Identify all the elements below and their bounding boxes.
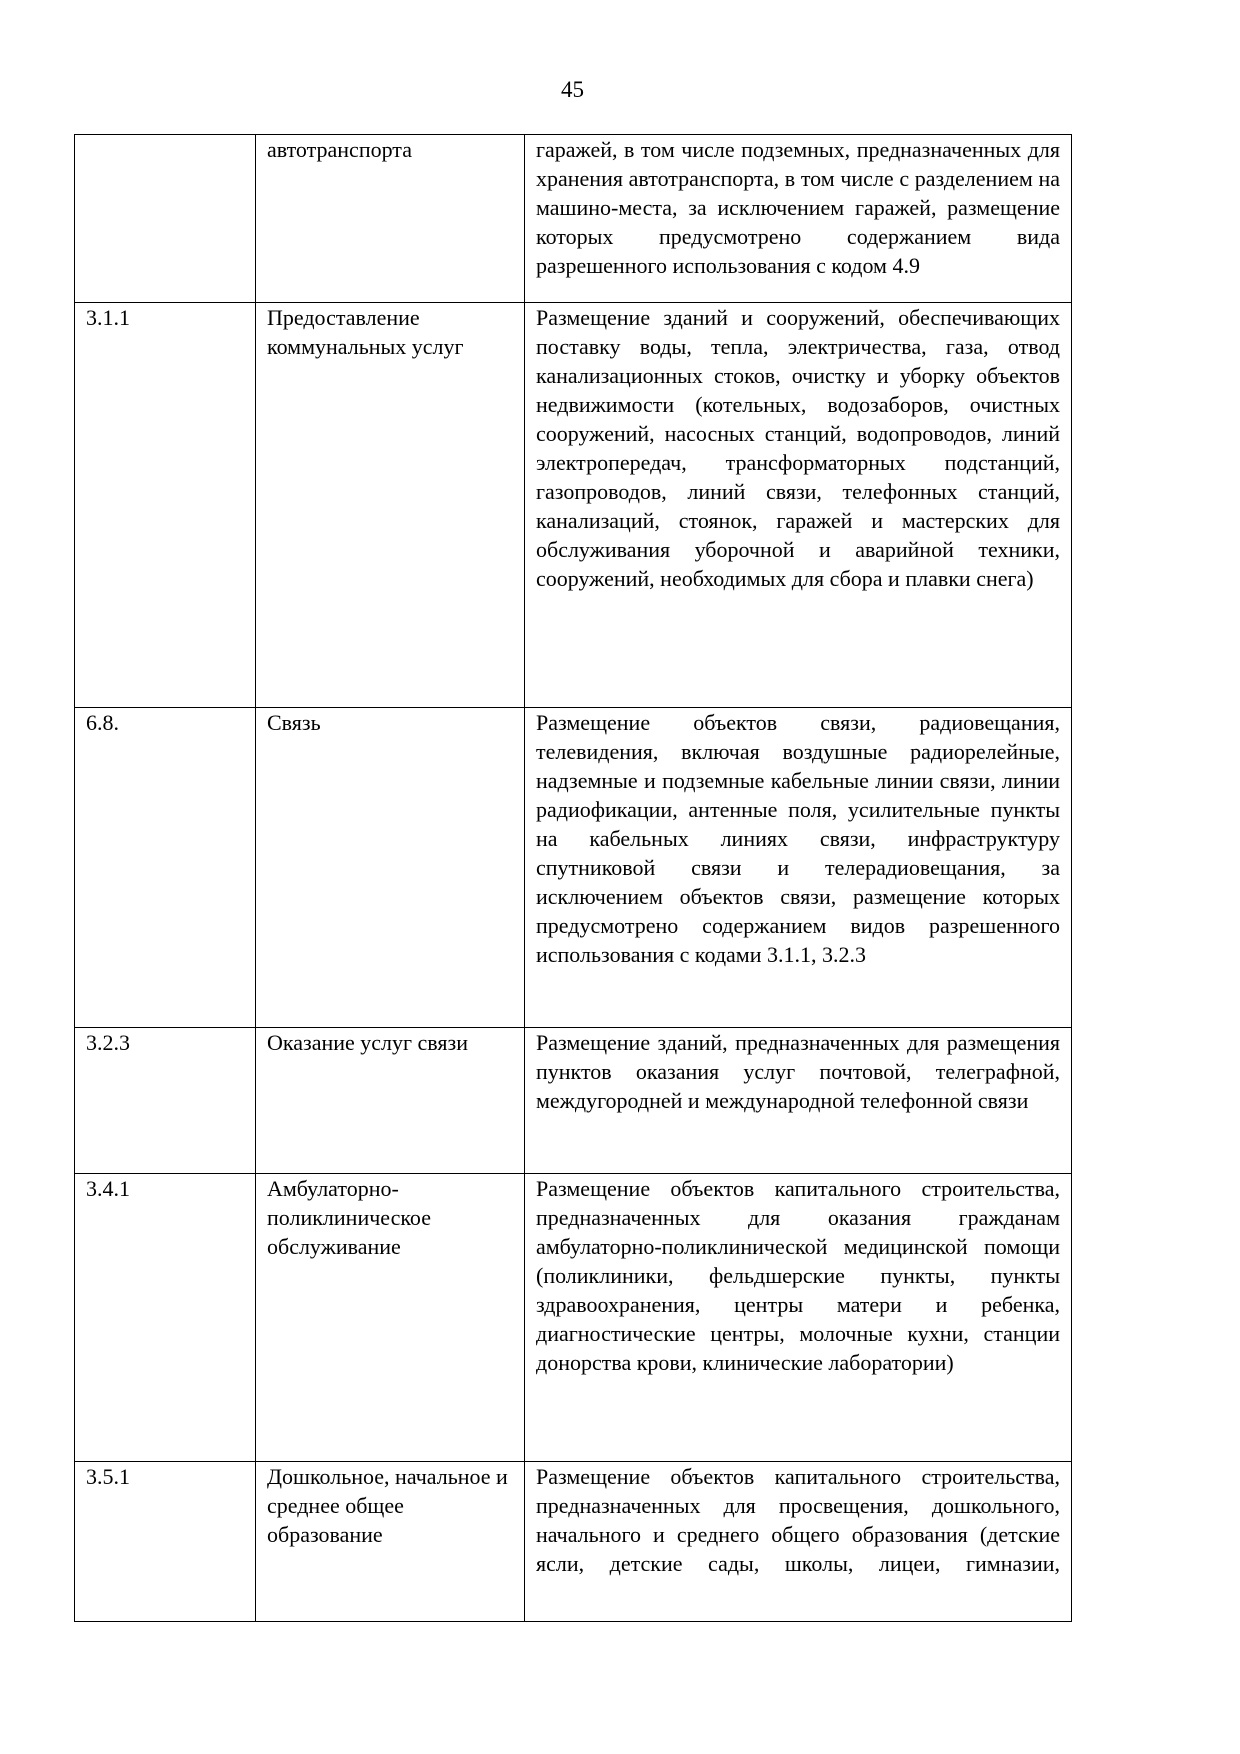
row-name: Амбулаторно-поликлиническое обслуживание (256, 1174, 525, 1462)
row-description: гаражей, в том числе подземных, предназначенных для хранения автотранспорта, в том числе с разделением на машино-места, за исключением гаражей, размещение которых предусмотрено содержанием вида разрешенного использования с кодом 4.9 (525, 135, 1072, 303)
row-description: Размещение зданий и сооружений, обеспечивающих поставку воды, тепла, электричества, газа, отвод канализационных стоков, очистку и уборку объектов недвижимости (котельных, водозаборов, очистных сооружений, насосных станций, водопроводов, линий электропередач, трансформаторных подстанций, газопроводов, линий связи, телефонных станций, канализаций, стоянок, гаражей и мастерских для обслуживания уборочной и аварийной техники, сооружений, необходимых для сбора и плавки снега) (525, 303, 1072, 708)
row-name: Оказание услуг связи (256, 1028, 525, 1174)
row-code: 6.8. (75, 708, 256, 1028)
row-name: Дошкольное, начальное и среднее общее образование (256, 1462, 525, 1622)
row-code: 3.1.1 (75, 303, 256, 708)
land-use-table (74, 134, 1072, 1622)
row-code: 3.2.3 (75, 1028, 256, 1174)
row-name: Предоставление коммунальных услуг (256, 303, 525, 708)
row-description: Размещение объектов капитального строительства, предназначенных для просвещения, дошкольного, начального и среднего общего образования (детские ясли, детские сады, школы, лицеи, гимназии, (525, 1462, 1072, 1622)
row-name: автотранспорта (256, 135, 525, 303)
row-description: Размещение объектов капитального строительства, предназначенных для оказания гражданам амбулаторно-поликлинической медицинской помощи (поликлиники, фельдшерские пункты, пункты здравоохранения, центры матери и ребенка, диагностические центры, молочные кухни, станции донорства крови, клинические лаборатории) (525, 1174, 1072, 1462)
table-row (75, 1174, 1072, 1462)
table-row (75, 1462, 1072, 1622)
row-code (75, 135, 256, 303)
page-number: 45 (561, 77, 584, 102)
table-row (75, 135, 1072, 303)
table-row (75, 303, 1072, 708)
row-name: Связь (256, 708, 525, 1028)
row-code: 3.5.1 (75, 1462, 256, 1622)
table-row (75, 708, 1072, 1028)
row-description: Размещение объектов связи, радиовещания, телевидения, включая воздушные радиорелейные, надземные и подземные кабельные линии связи, линии радиофикации, антенные поля, усилительные пункты на кабельных линиях связи, инфраструктуру спутниковой связи и телерадиовещания, за исключением объектов связи, размещение которых предусмотрено содержанием видов разрешенного использования с кодами 3.1.1, 3.2.3 (525, 708, 1072, 1028)
row-code: 3.4.1 (75, 1174, 256, 1462)
row-description: Размещение зданий, предназначенных для размещения пунктов оказания услуг почтовой, телеграфной, междугородней и международной телефонной связи (525, 1028, 1072, 1174)
table-row (75, 1028, 1072, 1174)
